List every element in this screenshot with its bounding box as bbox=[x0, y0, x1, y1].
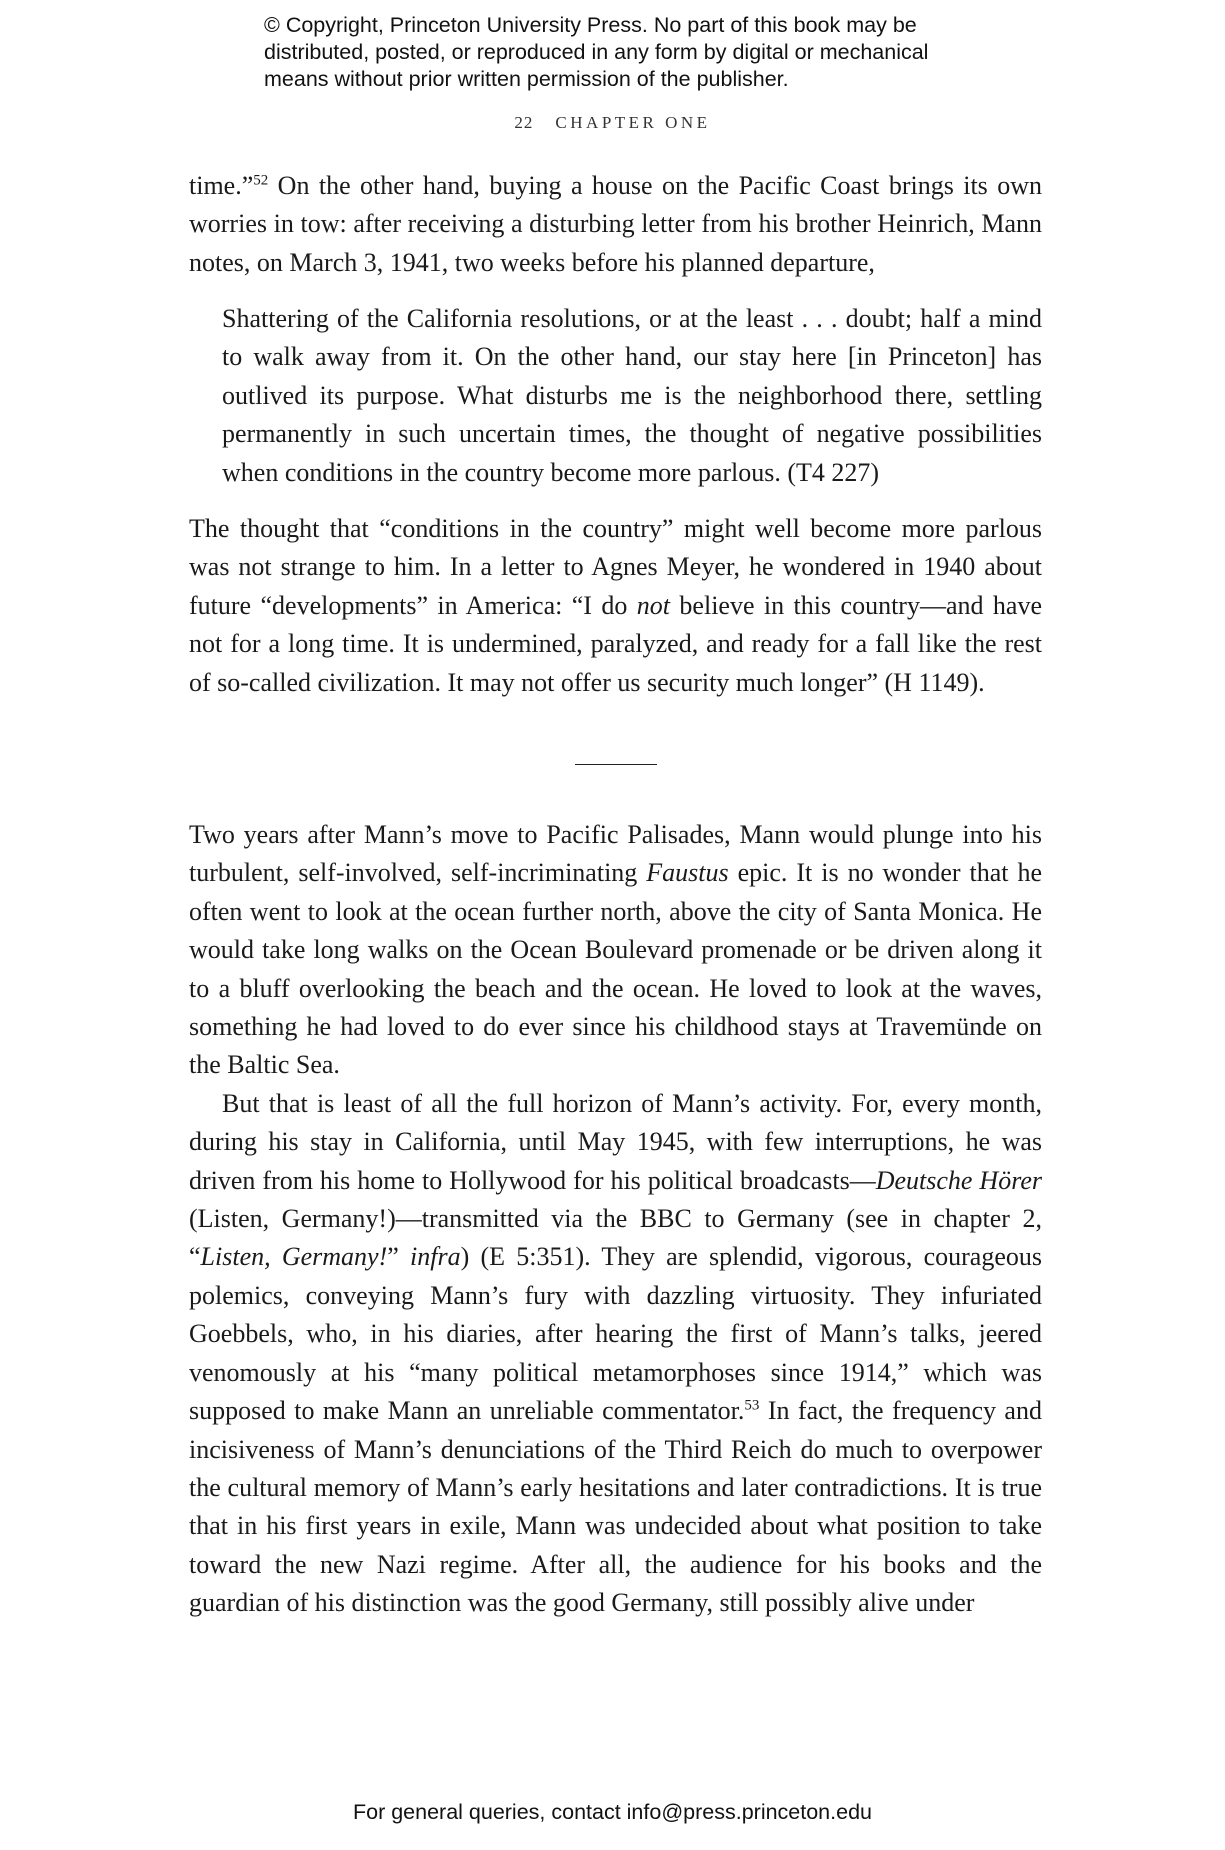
text-run: (Listen, Germany!)—transmitted via the BBC to Germany (see in chapter 2, “ bbox=[189, 1204, 1042, 1272]
block-quote-text: Shattering of the California resolutions, or at the least . . . doubt; half a mind to walk away from it. On the other hand, our stay here [in Princeton] has outlived its purpose. What disturbs me is the neighborhood there, settling permanently in such uncertain times, the thought of negative possibilities when conditions in the country become more parlous. (T4 227) bbox=[222, 304, 1042, 487]
emphasis: Deutsche Hörer bbox=[875, 1165, 1043, 1195]
footnote-ref: 53 bbox=[744, 1397, 760, 1414]
paragraph-2 bbox=[189, 510, 1042, 702]
emphasis: Listen, Germany! bbox=[200, 1242, 388, 1272]
chapter-title: CHAPTER ONE bbox=[555, 113, 711, 132]
running-head bbox=[0, 113, 1225, 133]
text-run: believe in this country—and have not for a long time. It is undermined, paralyzed, and ready for a fall like the rest of so-called civilization. It may not offer us security much longer” (H 1149). bbox=[189, 590, 1042, 697]
copyright-line: means without prior written permission of the publisher. bbox=[264, 67, 789, 91]
paragraph-3 bbox=[189, 816, 1042, 1623]
paragraph-4 bbox=[189, 1085, 1042, 1623]
footer-contact: For general queries, contact info@press.princeton.edu bbox=[352, 1800, 872, 1824]
page-number: 22 bbox=[514, 113, 534, 132]
text-run: ” bbox=[387, 1242, 411, 1272]
section-divider bbox=[575, 764, 657, 765]
text-run: In fact, the frequency and incisiveness of Mann’s denunciations of the Third Reich do much to overpower the cultural memory of Mann’s early hesitations and later contradictions. It is true that in his first years in exile, Mann was undecided about what position to take toward the new Nazi regime. After all, the audience for his books and the guardian of his distinction was the good Germany, still possibly alive under bbox=[189, 1396, 1042, 1618]
emphasis: Faustus bbox=[646, 858, 729, 888]
emphasis: not bbox=[636, 590, 671, 620]
copyright-line: distributed, posted, or reproduced in any form by digital or mechanical bbox=[264, 40, 929, 64]
text-run: Two years after Mann’s move to Pacific Palisades, Mann would plunge into his turbulent, self-involved, self-incriminating bbox=[189, 820, 1042, 888]
text-run: ) (E 5:351). They are splendid, vigorous, courageous polemics, conveying Mann’s fury with dazzling virtuosity. They infuriated Goebbels, who, in his diaries, after hearing the first of Mann’s talks, jeered venomously at his “many political metamorphoses since 1914,” which was supposed to make Mann an unreliable commentator. bbox=[189, 1242, 1043, 1426]
paragraph-1 bbox=[189, 167, 1042, 282]
text-run: epic. It is no wonder that he often went to look at the ocean further north, above the city of Santa Monica. He would take long walks on the Ocean Boulevard promenade or be driven along it to a bluff overlooking the beach and the ocean. He loved to look at the waves, something he had loved to do ever since his childhood stays at Travemünde on the Baltic Sea. bbox=[189, 858, 1043, 1080]
footnote-ref: 52 bbox=[253, 172, 269, 189]
emphasis: infra bbox=[410, 1242, 461, 1272]
text-run: The thought that “conditions in the country” might well become more parlous was not strange to him. In a letter to Agnes Meyer, he wondered in 1940 about future “developments” in America: “I do bbox=[189, 514, 1042, 620]
copyright-notice bbox=[264, 12, 1024, 93]
text-run: But that is least of all the full horizon of Mann’s activity. For, every month, during his stay in California, until May 1945, with few interruptions, he was driven from his home to Hollywood for his political broadcasts— bbox=[189, 1088, 1042, 1195]
text-run: On the other hand, buying a house on the Pacific Coast brings its own worries in tow: after receiving a disturbing letter from his brother Heinrich, Mann notes, on March 3, 1941, two weeks before his planned departure, bbox=[189, 171, 1042, 277]
copyright-line: © Copyright, Princeton University Press. No part of this book may be bbox=[264, 13, 917, 37]
block-quote bbox=[222, 300, 1042, 492]
text-run: time.” bbox=[189, 171, 254, 200]
